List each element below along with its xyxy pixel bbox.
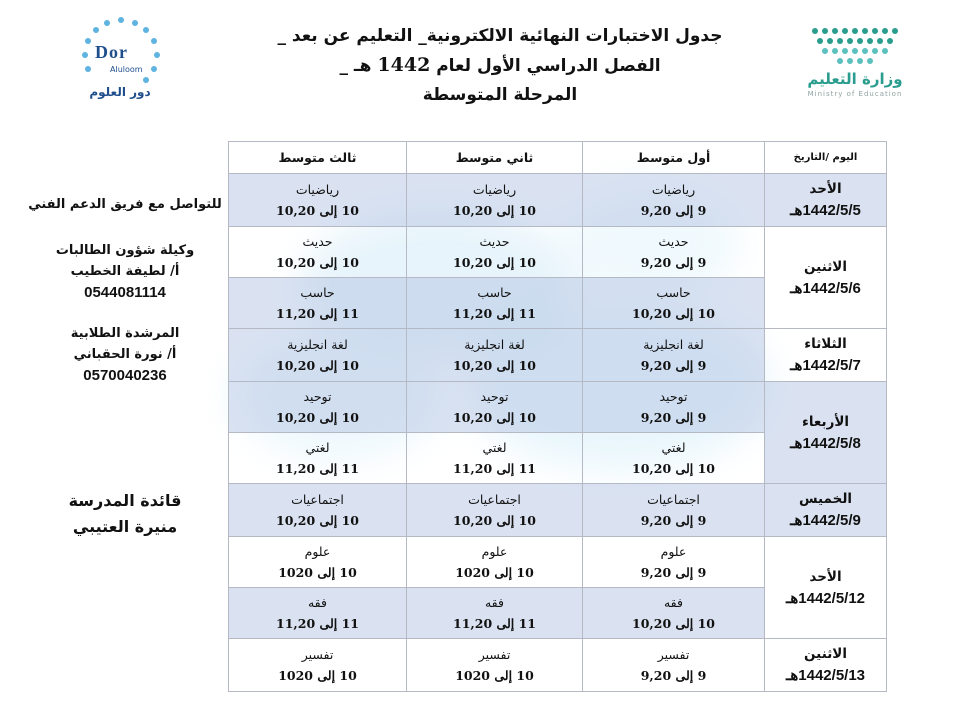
exam-time: 10 إلى 1020: [278, 668, 357, 683]
table-row: [229, 484, 887, 537]
exam-time: 10 إلى 10,20: [276, 358, 359, 373]
exam-subject: تفسير: [657, 647, 690, 662]
header-grade-3: ثالث متوسط: [229, 142, 407, 174]
exam-subject: حديث: [302, 234, 333, 249]
exam-cell: [583, 227, 765, 278]
exam-time: 10 إلى 10,20: [276, 410, 359, 425]
exam-subject: لغتي: [305, 440, 330, 455]
exam-time: 10 إلى 10,20: [453, 358, 536, 373]
exam-time: 10 إلى 10,20: [276, 203, 359, 218]
day-cell: [765, 537, 887, 639]
exam-cell: [229, 639, 407, 692]
exam-cell: [229, 278, 407, 329]
day-date: 1442/5/9هـ: [790, 512, 861, 529]
exam-cell: [583, 484, 765, 537]
exam-cell: [583, 433, 765, 484]
table-row: [229, 174, 887, 227]
title-year: 1442: [377, 54, 431, 76]
exam-subject: رياضيات: [472, 182, 517, 197]
exam-cell: [407, 329, 583, 382]
table-row: [229, 537, 887, 588]
exam-time: 10 إلى 10,20: [453, 410, 536, 425]
exam-cell: [583, 537, 765, 588]
day-cell: [765, 329, 887, 382]
header-day-date: اليوم /التاريخ: [765, 142, 887, 174]
exam-subject: لغة انجليزية: [464, 337, 525, 352]
exam-subject: علوم: [304, 544, 331, 559]
exam-cell: [583, 278, 765, 329]
day-name: الأحد: [809, 568, 842, 585]
school-logo: [70, 15, 170, 103]
exam-time: 9 إلى 9,20: [640, 203, 707, 218]
exam-subject: لغتي: [482, 440, 507, 455]
school-sub-en: Aluloom: [110, 65, 143, 74]
exam-time: 10 إلى 1020: [455, 668, 534, 683]
leader-name: منيرة العتيبي: [72, 517, 178, 536]
exam-time: 11 إلى 11,20: [453, 616, 536, 631]
day-date: 1442/5/6هـ: [790, 279, 861, 297]
day-cell: [765, 639, 887, 692]
school-name-en: Dor: [95, 42, 128, 62]
exam-cell: [407, 639, 583, 692]
exam-time: 11 إلى 11,20: [276, 306, 359, 321]
day-date: 1442/5/8هـ: [790, 434, 861, 452]
exam-subject: حديث: [479, 234, 510, 249]
affairs-contact: [20, 240, 230, 303]
header-grade-1: أول متوسط: [583, 142, 765, 174]
exam-cell: [583, 588, 765, 639]
exam-time: 10 إلى 10,20: [632, 461, 715, 476]
exam-cell: [229, 537, 407, 588]
day-cell: [765, 174, 887, 227]
school-leader: [20, 488, 230, 540]
exam-time: 11 إلى 11,20: [276, 616, 359, 631]
affairs-name: أ/ لطيفة الخطيب: [70, 264, 180, 279]
exam-cell: [229, 382, 407, 433]
school-name-ar: دور العلوم: [89, 85, 151, 99]
exam-subject: اجتماعيات: [291, 492, 344, 507]
day-name: الخميس: [798, 491, 853, 507]
exam-schedule-table: [228, 141, 887, 692]
exam-subject: تفسير: [478, 647, 511, 662]
exam-time: 10 إلى 10,20: [453, 255, 536, 270]
table-row: [229, 329, 887, 382]
exam-cell: [583, 174, 765, 227]
day-date: 1442/5/7هـ: [790, 357, 861, 374]
exam-subject: توحيد: [303, 389, 332, 404]
exam-cell: [583, 329, 765, 382]
header-grade-2: ثاني متوسط: [407, 142, 583, 174]
exam-cell: [407, 588, 583, 639]
day-date: 1442/5/12هـ: [785, 589, 866, 607]
counselor-title: المرشدة الطلابية: [70, 326, 180, 341]
exam-subject: حديث: [658, 234, 689, 249]
day-name: الأربعاء: [801, 413, 850, 430]
exam-time: 9 إلى 9,20: [640, 565, 707, 580]
exam-subject: توحيد: [659, 389, 688, 404]
day-name: الأحد: [809, 181, 842, 197]
exam-subject: اجتماعيات: [468, 492, 521, 507]
title-line-3: المرحلة المتوسطة: [422, 85, 578, 105]
exam-time: 10 إلى 10,20: [632, 616, 715, 631]
exam-subject: توحيد: [480, 389, 509, 404]
exam-time: 9 إلى 9,20: [640, 410, 707, 425]
exam-cell: [583, 639, 765, 692]
exam-cell: [407, 433, 583, 484]
support-heading: للتواصل مع فريق الدعم الفني: [28, 197, 222, 212]
ministry-name-en: Ministry of Education: [807, 90, 903, 98]
affairs-phone: 0544081114: [84, 284, 166, 301]
exam-cell: [229, 433, 407, 484]
exam-cell: [407, 278, 583, 329]
exam-time: 11 إلى 11,20: [453, 306, 536, 321]
exam-subject: رياضيات: [651, 182, 696, 197]
exam-cell: [583, 382, 765, 433]
exam-subject: حاسب: [300, 285, 335, 300]
exam-subject: علوم: [660, 544, 687, 559]
title-year-suffix: هـ _: [339, 56, 372, 76]
exam-cell: [229, 588, 407, 639]
exam-cell: [229, 174, 407, 227]
table-row: [229, 227, 887, 278]
ministry-logo: [790, 18, 920, 103]
title-line-2: [240, 51, 760, 81]
page-title: [240, 22, 760, 110]
exam-time: 10 إلى 10,20: [632, 306, 715, 321]
exam-cell: [407, 174, 583, 227]
exam-cell: [407, 227, 583, 278]
exam-cell: [229, 329, 407, 382]
table-row: [229, 382, 887, 433]
exam-time: 11 إلى 11,20: [276, 461, 359, 476]
exam-time: 10 إلى 10,20: [453, 203, 536, 218]
day-cell: [765, 382, 887, 484]
exam-subject: اجتماعيات: [647, 492, 700, 507]
day-cell: [765, 484, 887, 537]
affairs-title: وكيلة شؤون الطالبات: [55, 243, 195, 258]
exam-subject: لغة انجليزية: [643, 337, 704, 352]
exam-subject: فقه: [663, 595, 683, 610]
day-cell: [765, 227, 887, 329]
exam-cell: [229, 484, 407, 537]
exam-time: 9 إلى 9,20: [640, 255, 707, 270]
title-term: الفصل الدراسي الأول لعام: [436, 56, 661, 76]
ministry-name: وزارة التعليم: [807, 70, 903, 88]
day-date: 1442/5/13هـ: [785, 667, 866, 684]
exam-cell: [407, 382, 583, 433]
exam-subject: لغة انجليزية: [287, 337, 348, 352]
exam-subject: حاسب: [656, 285, 691, 300]
exam-time: 10 إلى 1020: [455, 565, 534, 580]
leader-title: قائدة المدرسة: [68, 491, 182, 510]
day-date: 1442/5/5هـ: [790, 202, 861, 219]
title-line-1: جدول الاختبارات النهائية الالكترونية_ التعليم عن بعد _: [277, 26, 723, 46]
exam-subject: فقه: [307, 595, 327, 610]
exam-subject: حاسب: [477, 285, 512, 300]
exam-cell: [229, 227, 407, 278]
exam-time: 9 إلى 9,20: [640, 358, 707, 373]
exam-cell: [407, 484, 583, 537]
counselor-phone: 0570040236: [83, 367, 167, 384]
counselor-name: أ/ نورة الحقباني: [73, 347, 177, 362]
counselor-contact: [20, 323, 230, 386]
exam-cell: [407, 537, 583, 588]
exam-subject: علوم: [481, 544, 508, 559]
exam-time: 10 إلى 1020: [278, 565, 357, 580]
ministry-dots-icon: [805, 23, 905, 68]
exam-subject: تفسير: [301, 647, 334, 662]
exam-time: 10 إلى 10,20: [276, 255, 359, 270]
exam-time: 11 إلى 11,20: [453, 461, 536, 476]
table-header-row: [229, 142, 887, 174]
exam-subject: فقه: [484, 595, 504, 610]
day-name: الاثنين: [804, 258, 847, 275]
exam-time: 10 إلى 10,20: [276, 513, 359, 528]
exam-time: 10 إلى 10,20: [453, 513, 536, 528]
exam-time: 9 إلى 9,20: [640, 513, 707, 528]
day-name: الاثنين: [804, 646, 847, 662]
exam-subject: رياضيات: [295, 182, 340, 197]
day-name: الثلاثاء: [804, 336, 847, 352]
exam-time: 9 إلى 9,20: [640, 668, 707, 683]
exam-subject: لغتي: [661, 440, 686, 455]
table-row: [229, 639, 887, 692]
